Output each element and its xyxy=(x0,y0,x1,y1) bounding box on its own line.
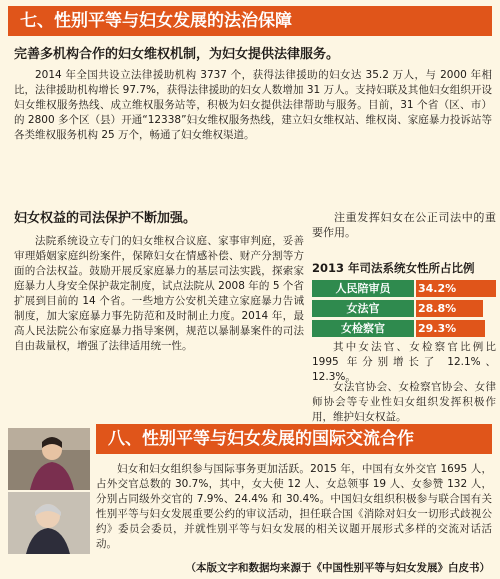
paragraph-ratio-increase: 其中女法官、女检察官比例比 1995 年分别增长了 12.1%、12.3%。 xyxy=(312,341,496,383)
source-footnote: （本版文字和数据均来源于《中国性别平等与妇女发展》白皮书） xyxy=(185,562,490,574)
paragraph-international: 妇女和妇女组织参与国际事务更加活跃。2015 年，中国有女外交官 1695 人，占外交官总数的 30.7%，其中，女大使 12 人、女总领事 19 人、女参赞 132 人，分别占同级外交官的 7.9%、24.4% 和 30.4%。中国妇女组织积极参与联合国有关性别平等与妇女发展重要公约的审议活动，担任联合国《消除对妇女一切形式歧视公约》委员会委员，并就性别平等与妇女发展的相关议题开展形式多样的交流对话活动。 xyxy=(96,463,492,550)
photo-woman-diplomat xyxy=(8,492,90,554)
subhead-legal-services: 完善多机构合作的妇女维权机制，为妇女提供法律服务。 xyxy=(14,47,340,62)
chart-category-label: 女检察官 xyxy=(312,320,414,337)
chart-value-label: 34.2% xyxy=(418,282,457,295)
chart-value-label: 29.3% xyxy=(418,322,457,335)
section-7-title: 七、性别平等与妇女发展的法治保障 xyxy=(8,6,492,36)
chart-title: 2013 年司法系统女性所占比例 xyxy=(312,261,475,275)
paragraph-courts: 法院系统设立专门的妇女维权合议庭、家事审判庭，妥善审理婚姻家庭纠纷案件，保障妇女在情感补偿、财产分割等方面的合法权益。鼓励开展反家庭暴力的基层司法实践，探索家庭暴力人身安全保护裁定制度，试点法院从 2008 年的 5 个省扩展到目前的 14 个省。一些地方公安机关建立家庭暴力告诫制度，加大家庭暴力事先防范和及时制止力度。2014 年，最高人民法院公布家庭暴力指导案例，规范以暴制暴案件的司法自由裁量权，增强了法律适用统一性。 xyxy=(14,235,304,352)
subhead-judicial-protection: 妇女权益的司法保护不断加强。 xyxy=(14,211,197,226)
paragraph-women-justice-intro: 注重发挥妇女在公正司法中的重要作用。 xyxy=(312,211,496,239)
chart-value-label: 28.8% xyxy=(418,302,457,315)
chart-category-label: 人民陪审员 xyxy=(312,280,414,297)
paragraph-legal-aid: 2014 年全国共设立法律援助机构 3737 个，获得法律援助的妇女达 35.2 万人，与 2000 年相比，法律援助机构增长 97.7%，获得法律援助的妇女人数增加 31 万人。支持妇联及其他妇女组织开设妇女维权服务热线、成立维权服务站等，积极为妇女提供法律帮助与服务。目前，31 个省（区、市）的 2800 多个区（县）开通“12338”妇女维权服务热线，建立妇女维权站、维权岗、家庭暴力投诉站等各类维权服务机构 25 万个，畅通了妇女维权渠道。 xyxy=(14,69,492,141)
chart-category-label: 女法官 xyxy=(312,300,414,317)
photo-woman-delegate xyxy=(8,428,90,490)
section-8-title: 八、性别平等与妇女发展的国际交流合作 xyxy=(96,424,492,454)
paragraph-associations: 女法官协会、女检察官协会、女律师协会等专业性妇女组织发挥积极作用，维护妇女权益。 xyxy=(312,381,496,423)
